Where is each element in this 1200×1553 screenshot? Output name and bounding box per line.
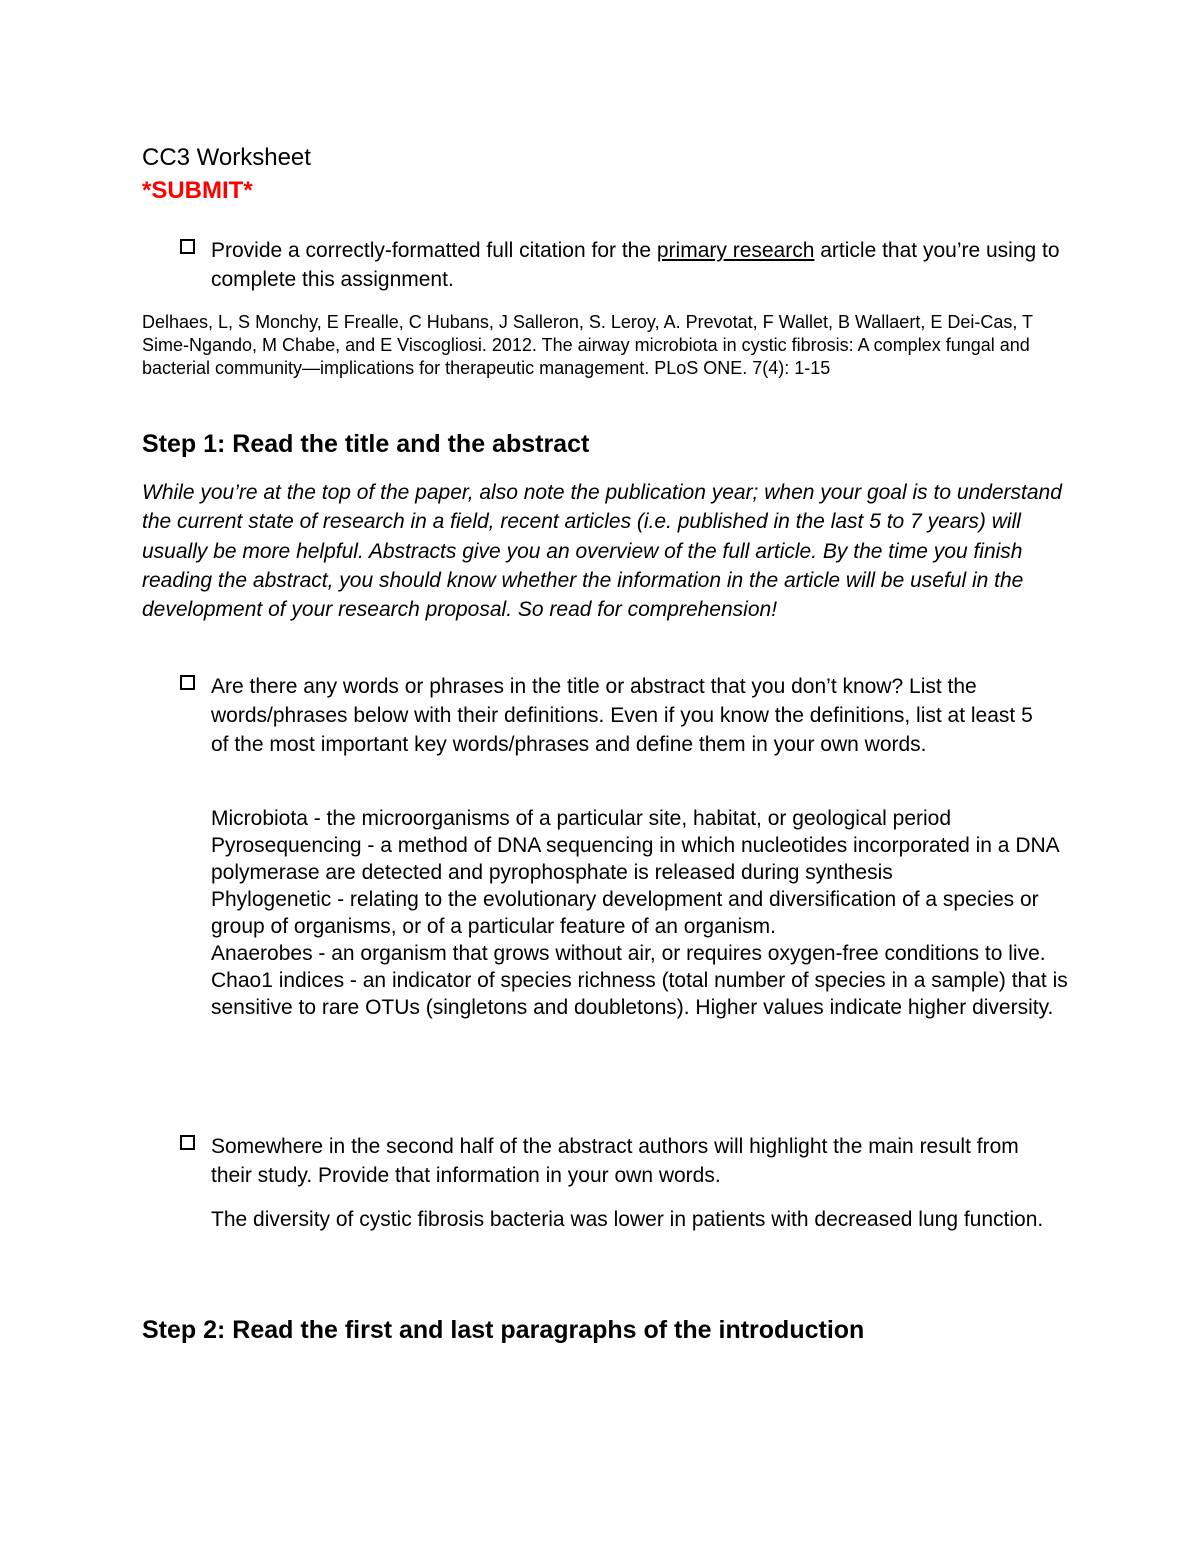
citation-task-prompt bbox=[211, 236, 1061, 294]
step1-heading: Step 1: Read the title and the abstract bbox=[142, 430, 590, 458]
vocab-term: Microbiota - the microorganisms of a particular site, habitat, or geological period bbox=[211, 807, 952, 830]
primary-research-link: primary research bbox=[656, 239, 815, 262]
result-checkbox[interactable] bbox=[180, 1135, 195, 1150]
citation-prompt-after: article that you’re using to complete this assignment. bbox=[211, 239, 1060, 291]
citation-prompt-before: Provide a correctly-formatted full citation for the bbox=[211, 239, 657, 262]
vocab-term: Chao1 indices - an indicator of species richness (total number of species in a sample) that is sensitive to rare OTUs (singletons and doubletons). Higher values indicate higher diversity. bbox=[211, 969, 1068, 1019]
vocab-task-prompt: Are there any words or phrases in the title or abstract that you don’t know? List the words/phrases below with their definitions. Even if you know the definitions, list at least 5 of the most important key words/phrases and define them in your own words. bbox=[211, 675, 1033, 756]
vocab-terms-list bbox=[211, 805, 1071, 1021]
citation-answer: Delhaes, L, S Monchy, E Frealle, C Hubans, J Salleron, S. Leroy, A. Prevotat, F Wallet, B Wallaert, E Dei-Cas, T Sime-Ngando, M Chabe, and E Viscogliosi. 2012. The airway microbiota in cystic fibrosis: A complex fungal and bacterial community—implications for therapeutic management. PLoS ONE. 7(4): 1-15 bbox=[142, 312, 1033, 378]
result-task-prompt: Somewhere in the second half of the abstract authors will highlight the main result from their study. Provide that information in your own words. bbox=[211, 1135, 1019, 1187]
submit-label: *SUBMIT* bbox=[142, 177, 253, 204]
vocab-term: Pyrosequencing - a method of DNA sequencing in which nucleotides incorporated in a DNA polymerase are detected and pyrophosphate is released during synthesis bbox=[211, 834, 1059, 884]
vocab-term: Anaerobes - an organism that grows without air, or requires oxygen-free conditions to live. bbox=[211, 942, 1046, 965]
result-answer: The diversity of cystic fibrosis bacteria was lower in patients with decreased lung function. bbox=[211, 1208, 1044, 1231]
step1-instructions: While you’re at the top of the paper, also note the publication year; when your goal is to understand the current state of research in a field, recent articles (i.e. published in the last 5 to 7 years) will usually be more helpful. Abstracts give you an overview of the full article. By the time you finish reading the abstract, you should know whether the information in the article will be useful in the development of your research proposal. So read for comprehension! bbox=[142, 481, 1062, 622]
step2-heading: Step 2: Read the first and last paragraphs of the introduction bbox=[142, 1316, 865, 1344]
vocab-checkbox[interactable] bbox=[180, 675, 195, 690]
vocab-term: Phylogenetic - relating to the evolutionary development and diversification of a species or group of organisms, or of a particular feature of an organism. bbox=[211, 888, 1039, 938]
citation-checkbox[interactable] bbox=[180, 239, 195, 254]
document-title: CC3 Worksheet bbox=[142, 144, 311, 171]
